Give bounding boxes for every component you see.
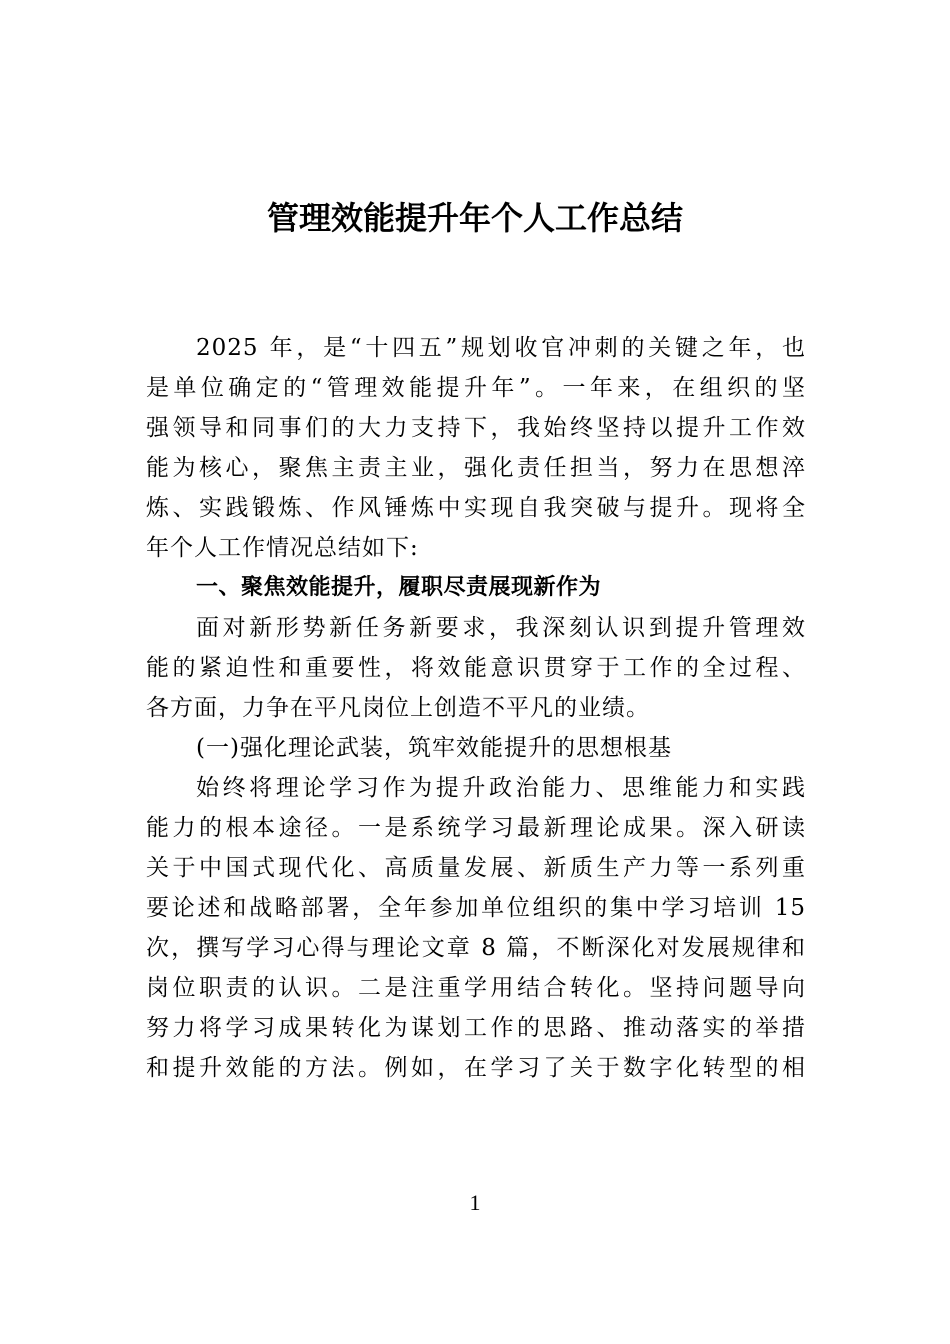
paragraph-line: 关于中国式现代化、高质量发展、新质生产力等一系列重: [146, 855, 806, 881]
paragraph-line: 次，撰写学习心得与理论文章 8 篇，不断深化对发展规律和: [146, 935, 806, 961]
paragraph-line: 努力将学习成果转化为谋划工作的思路、推动落实的举措: [146, 1015, 806, 1041]
paragraph-line: 能为核心，聚焦主责主业，强化责任担当，努力在思想淬: [146, 455, 806, 481]
section-heading: 一、聚焦效能提升，履职尽责展现新作为: [196, 575, 602, 600]
paragraph-line: 强领导和同事们的大力支持下，我始终坚持以提升工作效: [146, 415, 806, 441]
paragraph-line: 始终将理论学习作为提升政治能力、思维能力和实践: [196, 775, 806, 801]
subsection-heading: (一)强化理论武装，筑牢效能提升的思想根基: [196, 735, 672, 761]
paragraph-line: 能力的根本途径。一是系统学习最新理论成果。深入研读: [146, 815, 806, 841]
document-body: [146, 328, 806, 1088]
paragraph-line: 要论述和战略部署，全年参加单位组织的集中学习培训 15: [146, 895, 806, 921]
paragraph-line: 各方面，力争在平凡岗位上创造不平凡的业绩。: [146, 695, 650, 721]
page-number: 1: [469, 1190, 481, 1215]
paragraph-line: 2025 年，是“十四五”规划收官冲刺的关键之年，也: [196, 335, 806, 361]
paragraph-line: 炼、实践锻炼、作风锤炼中实现自我突破与提升。现将全: [146, 495, 806, 521]
document-title: 管理效能提升年个人工作总结: [266, 199, 683, 237]
paragraph-line: 面对新形势新任务新要求，我深刻认识到提升管理效: [196, 615, 806, 641]
paragraph-line: 年个人工作情况总结如下:: [146, 535, 419, 561]
paragraph-line: 岗位职责的认识。二是注重学用结合转化。坚持问题导向: [146, 975, 806, 1001]
paragraph-line: 是单位确定的“管理效能提升年”。一年来，在组织的坚: [146, 375, 806, 401]
paragraph-line: 和提升效能的方法。例如，在学习了关于数字化转型的相: [146, 1055, 806, 1081]
paragraph-line: 能的紧迫性和重要性，将效能意识贯穿于工作的全过程、: [146, 655, 806, 681]
